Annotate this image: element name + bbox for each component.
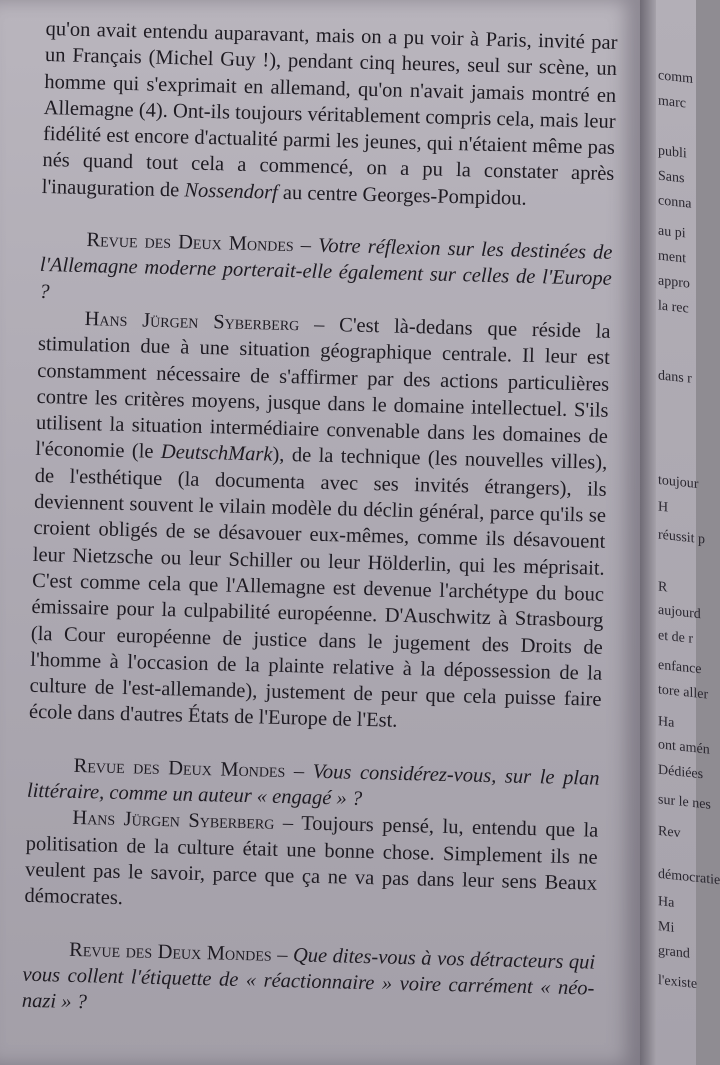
question-text: Vous considérez-vous, sur le plan littéraire, comme un auteur « engagé » ?: [26, 760, 600, 810]
page-text: [22, 16, 618, 1028]
speaker-revue: Revue des Deux Mondes: [68, 938, 272, 966]
speaker-syberberg: Hans Jürgen Syberberg: [84, 308, 300, 336]
facing-page-fragment: aujourd: [658, 602, 701, 623]
facing-page-fragment: l'existe: [658, 972, 698, 993]
facing-page-fragment: publi: [658, 143, 687, 162]
dash: –: [299, 313, 340, 337]
facing-page-fragment: Ha: [658, 714, 675, 731]
facing-page-fragment: tore aller: [658, 682, 709, 703]
facing-page-fragment: et de r: [658, 628, 693, 647]
question-text: Que dites-vous à vos détracteurs qui vous collent l'étiquette de « réactionnaire » voire carrément « néo-nazi » ?: [21, 943, 596, 1014]
dash: –: [271, 943, 294, 966]
answer-europe: [29, 305, 611, 740]
dash: –: [285, 759, 313, 783]
facing-page-fragment: appro: [658, 273, 690, 292]
facing-page-fragment: dans r: [658, 368, 692, 387]
facing-page-edge: [656, 0, 720, 1065]
facing-page-fragment: R: [658, 579, 668, 596]
italic-term: DeutschMark: [160, 441, 273, 467]
facing-page-fragment: sur le nes: [658, 792, 711, 813]
facing-page-fragment: enfance: [658, 657, 702, 678]
facing-page-fragment: grand: [658, 943, 690, 962]
facing-page-fragment: ment: [658, 248, 686, 267]
answer-text-after: ), de la technique (les nouvelles villes), de l'esthétique (la documenta avec ses invités étrangers), ils deviennent souvent le vilain modèle du déclin général, parce qu'ils se croient obligés de se désavouer eux-mêmes, comme ils désavouent leur Nietzsche ou leur Schiller ou leur Hölderlin, qui les méprisait. C'est comme cela que l'Allemagne est devenue l'archétype du bouc émissaire pour la culpabilité européenne. D'Auschwitz à Strasbourg (la Cour européenne de justice dans le jugement des Droits de l'homme à l'occasion de la plainte relative à la dépossession de la culture de l'est-allemande), justement de peur que cela puisse faire école dans d'autres États de l'Europe de l'Est.: [28, 444, 608, 733]
facing-page-fragment: Ha: [658, 894, 675, 911]
facing-page-fragment: réussit p: [658, 527, 706, 548]
facing-page-fragment: Mi: [658, 919, 675, 936]
facing-page-fragment: marc: [658, 93, 686, 112]
question-detracteurs: [22, 935, 596, 1028]
facing-page-fragment: comm: [658, 68, 693, 87]
speaker-revue: Revue des Deux Mondes: [86, 229, 294, 257]
speaker-syberberg: Hans Jürgen Syberberg: [72, 807, 275, 835]
facing-page-fragment: la rec: [658, 298, 689, 317]
answer-text: Toujours pensé, lu, entendu que la politisation de la culture était une bonne chose. Simplement ils ne veulent pas le savoir, parce que ça ne va pas dans leur sens Beaux démocrates.: [24, 812, 599, 910]
question-text: Votre réflexion sur les destinées de l'Allemagne moderne porterait-elle également sur celles de l'Europe ?: [38, 234, 613, 303]
facing-page-fragment: conna: [658, 193, 692, 212]
question-europe: [39, 226, 613, 319]
answer-text: C'est là-dedans que réside la stimulation due à une situation géographique centrale. Il leur est constamment nécessaire de s'affirmer par des actions particulières contre les critères moyens, jusque dans le domaine intellectuel. S'ils utilisent la situation intermédiaire convenable dans les domaines de l'économie (le: [35, 314, 611, 464]
answer-continuation: [42, 16, 618, 214]
facing-page-fragment: Rev: [658, 823, 681, 842]
answer-text-after: au centre Georges-Pompidou.: [277, 181, 527, 210]
facing-page-fragment: démocratie: [658, 866, 720, 889]
dash: –: [293, 234, 319, 257]
facing-page-fragment: ont amén: [658, 737, 710, 758]
facing-page-fragment: toujour: [658, 472, 699, 493]
answer-text: qu'on avait entendu auparavant, mais on a pu voir à Paris, invité par un Français (Michel Guy !), pendant cinq heures, seul sur scène, un homme qui s'exprimait en allemand, qu'on n'avait jamais montré en Allemagne (4). Ont-ils toujours véritablement compris cela, mais leur fidélité est encore d'actualité parmi les jeunes, qui n'étaient même pas nés quand tout cela a commencé, on a pu la constater après l'inauguration de: [41, 17, 618, 202]
facing-page-fragment: Sans: [658, 168, 685, 187]
italic-title: Nossendorf: [184, 179, 279, 204]
book-gutter: [640, 0, 656, 1065]
speaker-revue: Revue des Deux Mondes: [73, 754, 286, 782]
facing-page-fragment: Dédiées: [658, 762, 704, 783]
facing-page-fragment: H: [658, 499, 669, 516]
dash: –: [274, 812, 302, 835]
answer-engage: [24, 804, 598, 923]
facing-page-fragment: au pi: [658, 223, 686, 242]
